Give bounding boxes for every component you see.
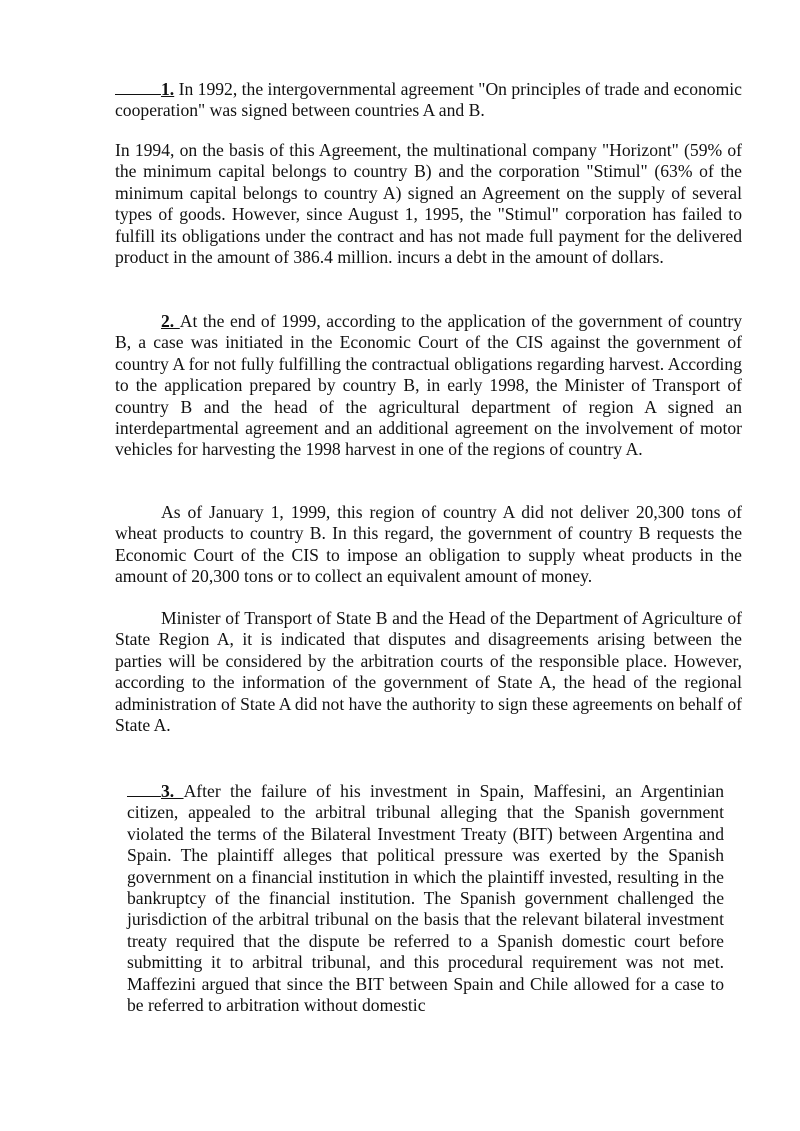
paragraph-2 <box>115 311 742 461</box>
paragraph-3-text: After the failure of his investment in Spain, Maffesini, an Argentinian citizen, appealed to the arbitral tribunal alleging that the Spanish government violated the terms of the Bilateral Investment Treaty (BIT) between Argentina and Spain. The plaintiff alleges that political pressure was exerted by the Spanish government on a financial institution in which the plaintiff invested, resulting in the bankruptcy of the financial institution. The Spanish government challenged the jurisdiction of the arbitral tribunal on the basis that the relevant bilateral investment treaty required that the dispute be referred to a Spanish domestic court before submitting it to arbitral tribunal, and this procedural requirement was not met. Maffezini argued that since the BIT between Spain and Chile allowed for a case to be referred to arbitration without domestic <box>127 781 725 1016</box>
paragraph-1-text: In 1992, the intergovernmental agreement "On principles of trade and economic cooperation" was signed between countries A and B. <box>115 79 742 121</box>
paragraph-1-number: 1. <box>161 79 175 99</box>
paragraph-2-text: At the end of 1999, according to the application of the government of country B, a case was initiated in the Economic Court of the CIS against the government of country A for not fully fulfilling the contractual obligations regarding harvest. According to the application prepared by country B, in early 1998, the Minister of Transport of country B and the head of the agricultural department of region A signed an interdepartmental agreement and an additional agreement on the involvement of motor vehicles for harvesting the 1998 harvest in one of the regions of country A. <box>115 311 743 460</box>
paragraph-2-jurisdiction-text: Minister of Transport of State B and the Head of the Department of Agriculture of State Region A, it is indicated that disputes and disagreements arising between the parties will be considered by the arbitration courts of the responsible place. However, according to the information of the government of State A, the head of the regional administration of State A did not have the authority to sign these agreements on behalf of State A. <box>115 608 742 736</box>
paragraph-1 <box>115 77 742 122</box>
paragraph-2-number: 2. <box>161 311 180 331</box>
paragraph-1-facts-text: In 1994, on the basis of this Agreement, the multinational company "Horizont" (59% of the minimum capital belongs to country B) and the corporation "Stimul" (63% of the minimum capital belongs to country A) signed an Agreement on the supply of several types of goods. However, since August 1, 1995, the "Stimul" corporation has failed to fulfill its obligations under the contract and has not made full payment for the delivered product in the amount of 386.4 million. incurs a debt in the amount of dollars. <box>115 140 742 268</box>
paragraph-3 <box>127 779 724 1016</box>
paragraph-2-jurisdiction <box>115 608 742 736</box>
paragraph-2-continued <box>115 502 742 588</box>
paragraph-2-continued-text: As of January 1, 1999, this region of country A did not deliver 20,300 tons of wheat products to country B. In this regard, the government of country B requests the Economic Court of the CIS to impose an obligation to supply wheat products in the amount of 20,300 tons or to collect an equivalent amount of money. <box>115 502 742 587</box>
paragraph-3-number: 3. <box>161 781 184 801</box>
indent-underline <box>115 77 161 95</box>
paragraph-1-facts <box>115 140 742 268</box>
indent-underline <box>127 779 161 797</box>
